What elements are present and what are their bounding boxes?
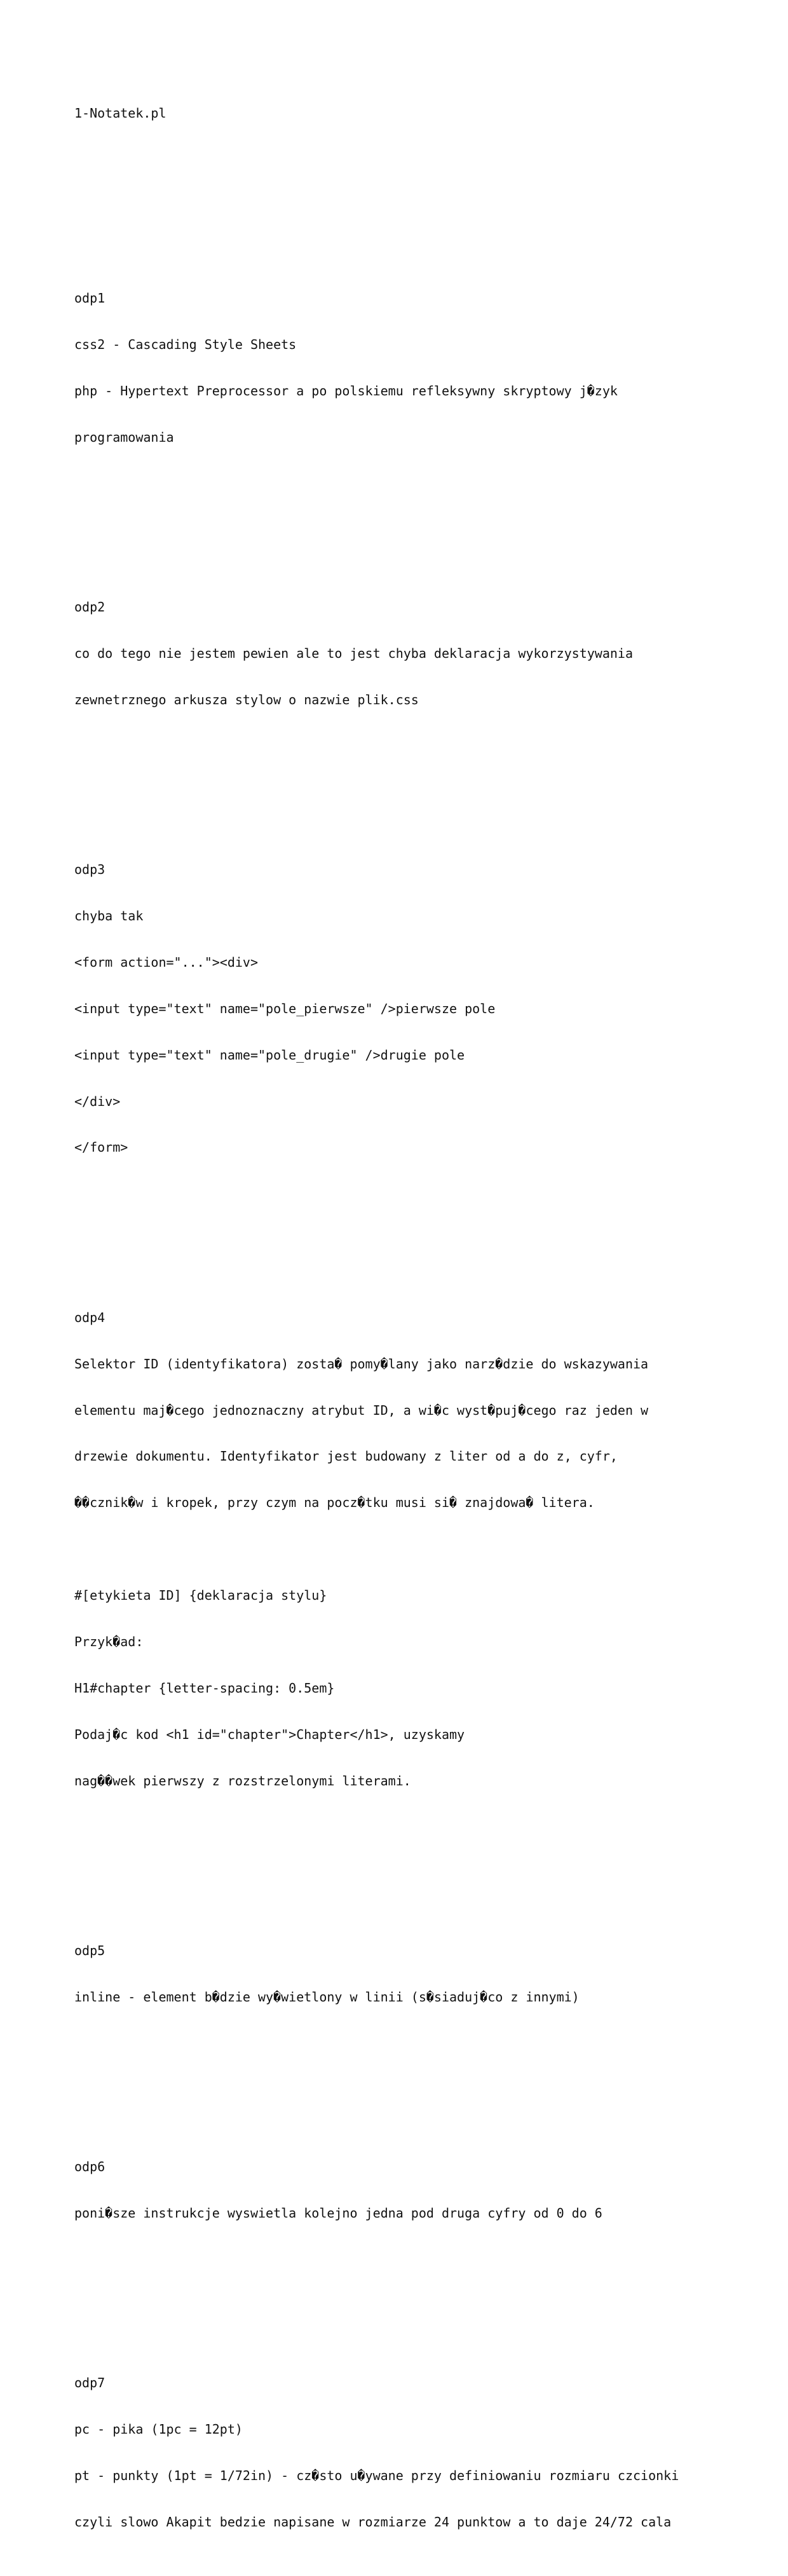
section-label: odp2 [74, 599, 105, 615]
answer-section-odp7 [74, 2345, 748, 2561]
text-line: Podaj�c kod <h1 id="chapter">Chapter</h1>, uzyskamy [74, 1726, 465, 1742]
text-line: czyli slowo Akapit bedzie napisane w rozmiarze 24 punktow a to daje 24/72 cala [74, 2514, 672, 2530]
blank-line [74, 151, 748, 167]
code-line: <input type="text" name="pole_pierwsze" />pierwsze pole [74, 1000, 496, 1016]
section-label: odp3 [74, 862, 105, 878]
text-line: pc - pika (1pc = 12pt) [74, 2422, 243, 2437]
document-page [74, 74, 748, 2576]
code-line: <input type="text" name="pole_drugie" />drugie pole [74, 1047, 465, 1063]
blank-line [74, 1850, 748, 1865]
text-line: inline - element b�dzie wy�wietlony w linii (s�siaduj�co z innymi) [74, 1989, 580, 2005]
answer-section-odp2 [74, 569, 748, 739]
blank-line [74, 2282, 748, 2298]
section-label: odp5 [74, 1942, 105, 1958]
text-line: php - Hypertext Preprocessor a po polskiemu refleksywny skryptowy j�zyk [74, 383, 618, 399]
answer-section-odp4 [74, 1279, 748, 1819]
answer-section-odp5 [74, 1912, 748, 2035]
blank-line [74, 507, 748, 522]
section-label: odp4 [74, 1309, 105, 1325]
text-line: nag��wek pierwszy z rozstrzelonymi literami. [74, 1773, 411, 1789]
blank-line [74, 769, 748, 784]
text-line: Przyk�ad: [74, 1633, 144, 1649]
document-header: 1-Notatek.pl [74, 105, 166, 121]
text-line: drzewie dokumentu. Identyfikator jest budowany z liter od a do z, cyfr, [74, 1448, 618, 1464]
code-line: <form action="..."><div> [74, 954, 258, 970]
code-line: </div> [74, 1093, 121, 1109]
section-label: odp1 [74, 290, 105, 306]
text-line: Selektor ID (identyfikatora) zosta� pomy�lany jako narz�dzie do wskazywania [74, 1356, 649, 1372]
answer-section-odp3 [74, 831, 748, 1187]
answer-section-odp6 [74, 2128, 748, 2251]
code-line: H1#chapter {letter-spacing: 0.5em} [74, 1680, 335, 1696]
answer-section-odp1 [74, 260, 748, 476]
blank-line [74, 198, 748, 213]
text-line: css2 - Cascading Style Sheets [74, 337, 297, 353]
text-line: pt - punkty (1pt = 1/72in) - cz�sto u�ywane przy definiowaniu rozmiaru czcionki [74, 2468, 679, 2484]
text-line: #[etykieta ID] {deklaracja stylu} [74, 1588, 327, 1604]
blank-line [74, 1217, 748, 1232]
blank-line [74, 2066, 748, 2082]
text-line: co do tego nie jestem pewien ale to jest chyba deklaracja wykorzystywania [74, 645, 633, 661]
blank-line [74, 1541, 748, 1557]
text-line: programowania [74, 429, 174, 445]
code-line: </form> [74, 1140, 128, 1155]
text-line: elementu maj�cego jednoznaczny atrybut ID, a wi�c wyst�puj�cego raz jeden w [74, 1402, 649, 1418]
text-line: zewnetrznego arkusza stylow o nazwie plik.css [74, 692, 419, 707]
text-line: poni�sze instrukcje wyswietla kolejno jedna pod druga cyfry od 0 do 6 [74, 2205, 602, 2221]
section-label: odp6 [74, 2159, 105, 2175]
text-line: ��cznik�w i kropek, przy czym na pocz�tku musi si� znajdowa� litera. [74, 1495, 595, 1511]
section-label: odp7 [74, 2375, 105, 2391]
text-line: chyba tak [74, 908, 144, 924]
